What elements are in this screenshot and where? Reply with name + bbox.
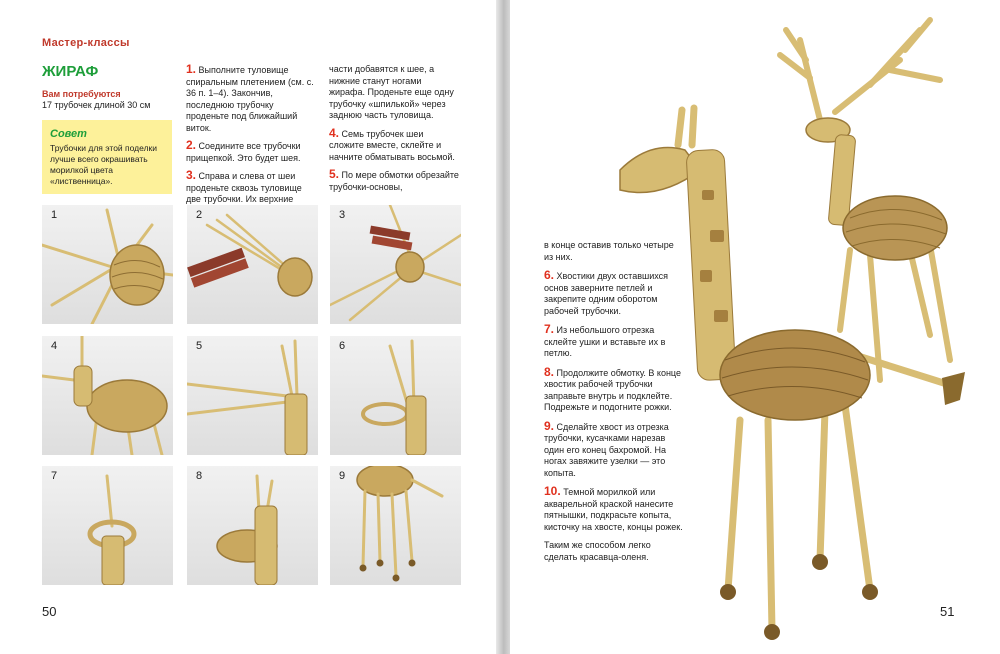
left-page xyxy=(0,0,496,654)
step-10: 10. Темной морилкой или акварельной краской нанесите пятнышки, подкрасьте копыта, кисточку на хвосте, концы рожек. xyxy=(544,484,683,532)
page-number-left: 50 xyxy=(42,604,57,619)
closing-note: Таким же способом легко сделать красавца-оленя. xyxy=(544,540,651,562)
photo-label: 9 xyxy=(339,470,346,482)
step-photo-2 xyxy=(187,205,318,324)
step-5-continued: в конце оставив только четыре из них. xyxy=(544,240,674,262)
photo-label: 4 xyxy=(51,340,58,352)
tip-text: Трубочки для этой поделки лучше всего окрашивать морилкой цвета «лиственница». xyxy=(50,143,158,186)
head-loop-illustration xyxy=(330,336,461,455)
step-6: 6. Хвостики двух оставшихся основ заверните петлей и закрепите одним оборотом рабочей трубочки. xyxy=(544,268,669,316)
wicker-body-illustration xyxy=(42,205,173,324)
photo-label: 1 xyxy=(51,209,58,221)
right-page xyxy=(510,0,1000,654)
step-8: 8. Продолжите обмотку. В конце хвостик рабочей трубочки заправьте внутрь и подклейте. Подрежьте и подогните рожки. xyxy=(544,364,681,412)
wrapped-neck-illustration xyxy=(42,336,173,455)
tip-title: Совет xyxy=(50,128,87,140)
legs-knots-illustration xyxy=(330,466,461,585)
step-5: 5. По мере обмотки обрезайте трубочки-основы, xyxy=(329,167,459,192)
instructions-column-2 xyxy=(329,64,459,199)
photo-label: 5 xyxy=(196,340,203,352)
tip-box xyxy=(42,120,172,194)
clothespin-illustration xyxy=(187,205,318,324)
photo-label: 2 xyxy=(196,209,203,221)
materials-text: 17 трубочек длиной 30 см xyxy=(42,100,151,110)
photo-label: 8 xyxy=(196,470,203,482)
step-photo-7 xyxy=(42,466,173,585)
head-wrap-illustration xyxy=(187,466,318,585)
step-4: 4. Семь трубочек шеи сложите вместе, склейте и начните обматывать восьмой. xyxy=(329,125,455,162)
step-3-continued: части добавятся к шее, а нижние станут ногами жирафа. Проденьте еще одну трубочку «шпилькой» через заднюю часть туловища. xyxy=(329,64,454,120)
step-photo-5 xyxy=(187,336,318,455)
photo-label: 7 xyxy=(51,470,58,482)
step-photo-8 xyxy=(187,466,318,585)
page-title: ЖИРАФ xyxy=(42,63,99,80)
step-photo-3 xyxy=(330,205,461,324)
step-7: 7. Из небольшого отрезка склейте ушки и вставьте их в петлю. xyxy=(544,322,666,358)
step-photo-9 xyxy=(330,466,461,585)
step-3: 3. Справа и слева от шеи проденьте сквозь туловище две трубочки. Их верхние xyxy=(186,168,302,204)
page-number-right: 51 xyxy=(940,604,955,619)
ears-illustration xyxy=(42,466,173,585)
clothespin-legs-illustration xyxy=(330,205,461,324)
neck-rods-illustration xyxy=(187,336,318,455)
book-gutter xyxy=(496,0,510,654)
section-heading: Мастер-классы xyxy=(42,37,130,49)
photo-label: 3 xyxy=(339,209,346,221)
step-photo-1 xyxy=(42,205,173,324)
deer-figure xyxy=(780,20,950,380)
step-1: 1. Выполните туловище спиральным плетением (см. с. 36 п. 1–4). Закончив, последнюю трубочку проденьте под ближайший виток. xyxy=(186,62,314,133)
step-9: 9. Сделайте хвост из отрезка трубочки, кусачками нарезав один его конец бахромой. На ногах завяжите узелки — это копыта. xyxy=(544,418,669,478)
step-2: 2. Соедините все трубочки прищепкой. Это будет шея. xyxy=(186,138,301,163)
materials-label: Вам потребуются xyxy=(42,89,121,99)
photo-label: 6 xyxy=(339,340,346,352)
instructions-column-3 xyxy=(544,240,684,570)
step-photo-4 xyxy=(42,336,173,455)
step-photo-6 xyxy=(330,336,461,455)
instructions-column-1 xyxy=(186,64,316,212)
